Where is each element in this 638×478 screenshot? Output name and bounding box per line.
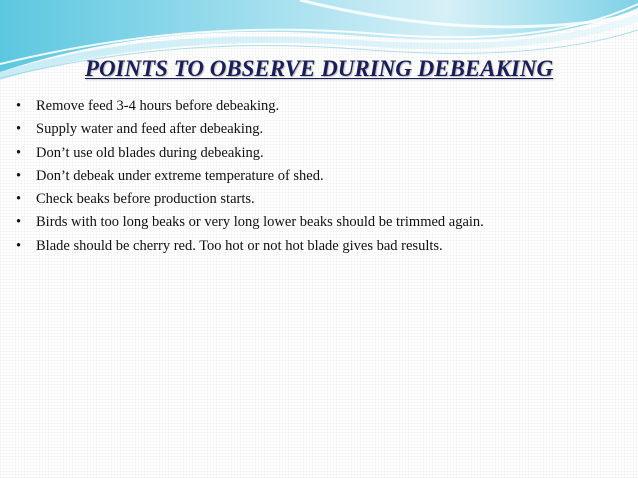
bullet-dot-icon: • — [16, 98, 22, 114]
bullet-item — [16, 235, 626, 258]
bullet-item — [16, 188, 626, 211]
slide-title: POINTS TO OBSERVE DURING DEBEAKING — [84, 56, 554, 81]
bullet-text: Remove feed 3-4 hours before debeaking. — [36, 98, 280, 114]
bullet-dot-icon: • — [16, 144, 22, 161]
bullet-item — [16, 95, 626, 118]
bullet-text: Don’t use old blades during debeaking. — [36, 144, 264, 161]
bullet-text: Check beaks before production starts. — [36, 191, 255, 208]
bullet-dot-icon: • — [16, 237, 22, 254]
bullet-item — [16, 142, 626, 165]
bullet-item — [16, 118, 626, 141]
bullet-item — [16, 211, 626, 234]
bullet-dot-icon: • — [16, 167, 22, 184]
bullet-dot-icon: • — [16, 121, 22, 138]
bullet-item — [16, 165, 626, 188]
bullet-text: Don’t debeak under extreme temperature of shed. — [36, 167, 324, 184]
bullet-text: Supply water and feed after debeaking. — [36, 121, 264, 138]
bullet-dot-icon: • — [16, 191, 22, 208]
bullet-text: Blade should be cherry red. Too hot or not hot blade gives bad results. — [36, 237, 443, 254]
bullet-list — [16, 95, 626, 258]
bullet-dot-icon: • — [16, 214, 22, 231]
bullet-text: Birds with too long beaks or very long lower beaks should be trimmed again. — [36, 214, 484, 231]
